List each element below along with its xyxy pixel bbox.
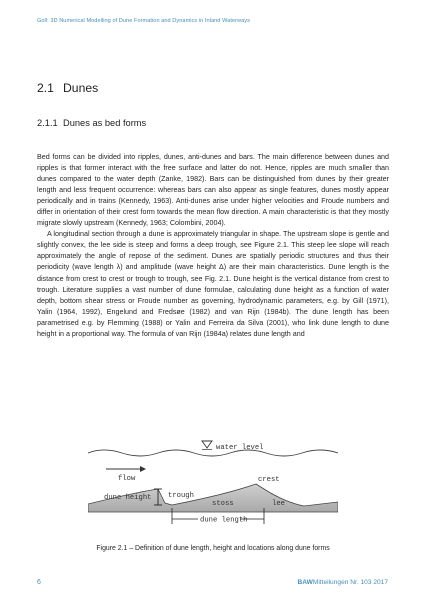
dune-height-label: dune height	[104, 494, 152, 502]
trough-label: trough	[168, 492, 194, 500]
running-head: Goll: 3D Numerical Modelling of Dune Formation and Dynamics in Inland Waterways	[37, 18, 250, 24]
paragraph-2: A longitudinal section through a dune is approximately triangular in shape. The upstream slope is gentle and slightly convex, the lee side is steep and forms a deep trough, see Figure 2.1. This steep lee slope will reach approximately the angle of repose of the sediment. Dunes are spatially periodic structures and thus their periodicity (wave length λ) and amplitude (wave height Δ) are their main characteristics. Dune length is the distance from crest to crest or trough to trough, see Fig. 2.1. Dune height is the vertical distance from crest to trough. Literature supplies a vast number of dune formulae, calculating dune height as a function of water depth, bottom shear stress or Froude number as governing, hydrodynamic parameters, e.g. by Gill (1971), Yalin (1964, 1992), Engelund and Fredsøe (1982) and van Rijn (1984b). The dune length has been parametrised e.g. by Flemming (1988) or Yalin and Ferreira da Silva (2001), who link dune length to dune height in a proportional way. The formula of van Rijn (1984a) relates dune length and	[37, 230, 389, 338]
subsection-title: Dunes as bed forms	[63, 118, 147, 128]
dune-length-label: dune length	[200, 516, 248, 525]
section-title: Dunes	[63, 81, 99, 95]
body-text	[37, 152, 389, 340]
footer-series-brand: BAW	[297, 579, 313, 586]
dune-definition-figure	[88, 432, 338, 532]
subsection-heading	[37, 118, 146, 128]
stoss-label: stoss	[212, 500, 234, 508]
section-number: 2.1	[37, 81, 54, 95]
crest-label: crest	[258, 476, 280, 484]
water-level-label: water level	[216, 444, 264, 452]
flow-label: flow	[118, 475, 136, 483]
section-heading	[37, 81, 98, 95]
lee-label: lee	[272, 500, 285, 508]
dune-diagram	[88, 432, 338, 532]
subsection-number: 2.1.1	[37, 118, 58, 128]
water-surface-line	[88, 450, 338, 456]
footer-series	[297, 579, 388, 586]
page-number: 6	[37, 579, 41, 586]
flow-arrow-icon	[140, 466, 146, 472]
water-level-marker-icon	[202, 441, 212, 448]
footer-series-text: Mitteilungen Nr. 103 2017	[312, 579, 388, 586]
figure-caption: Figure 2.1 – Definition of dune length, height and locations along dune forms	[96, 545, 330, 552]
paragraph-1: Bed forms can be divided into ripples, dunes, anti-dunes and bars. The main difference between dunes and ripples is that former interact with the free surface and latter do not. Hence, ripples are much smaller than dunes compared to the water depth (Zanke, 1982). Bars can be distinguished from dunes by their greater length and less frequent occurrence: whereas bars can also appear as single features, dunes mostly appear periodically and in trains (Kennedy, 1963). Anti-dunes arise under higher velocities and Froude numbers and differ in orientation of their crest form towards the mean flow direction. A main characteristic is that they mostly migrate slowly upstream (Kennedy, 1963; Colombini, 2004).	[37, 153, 389, 228]
